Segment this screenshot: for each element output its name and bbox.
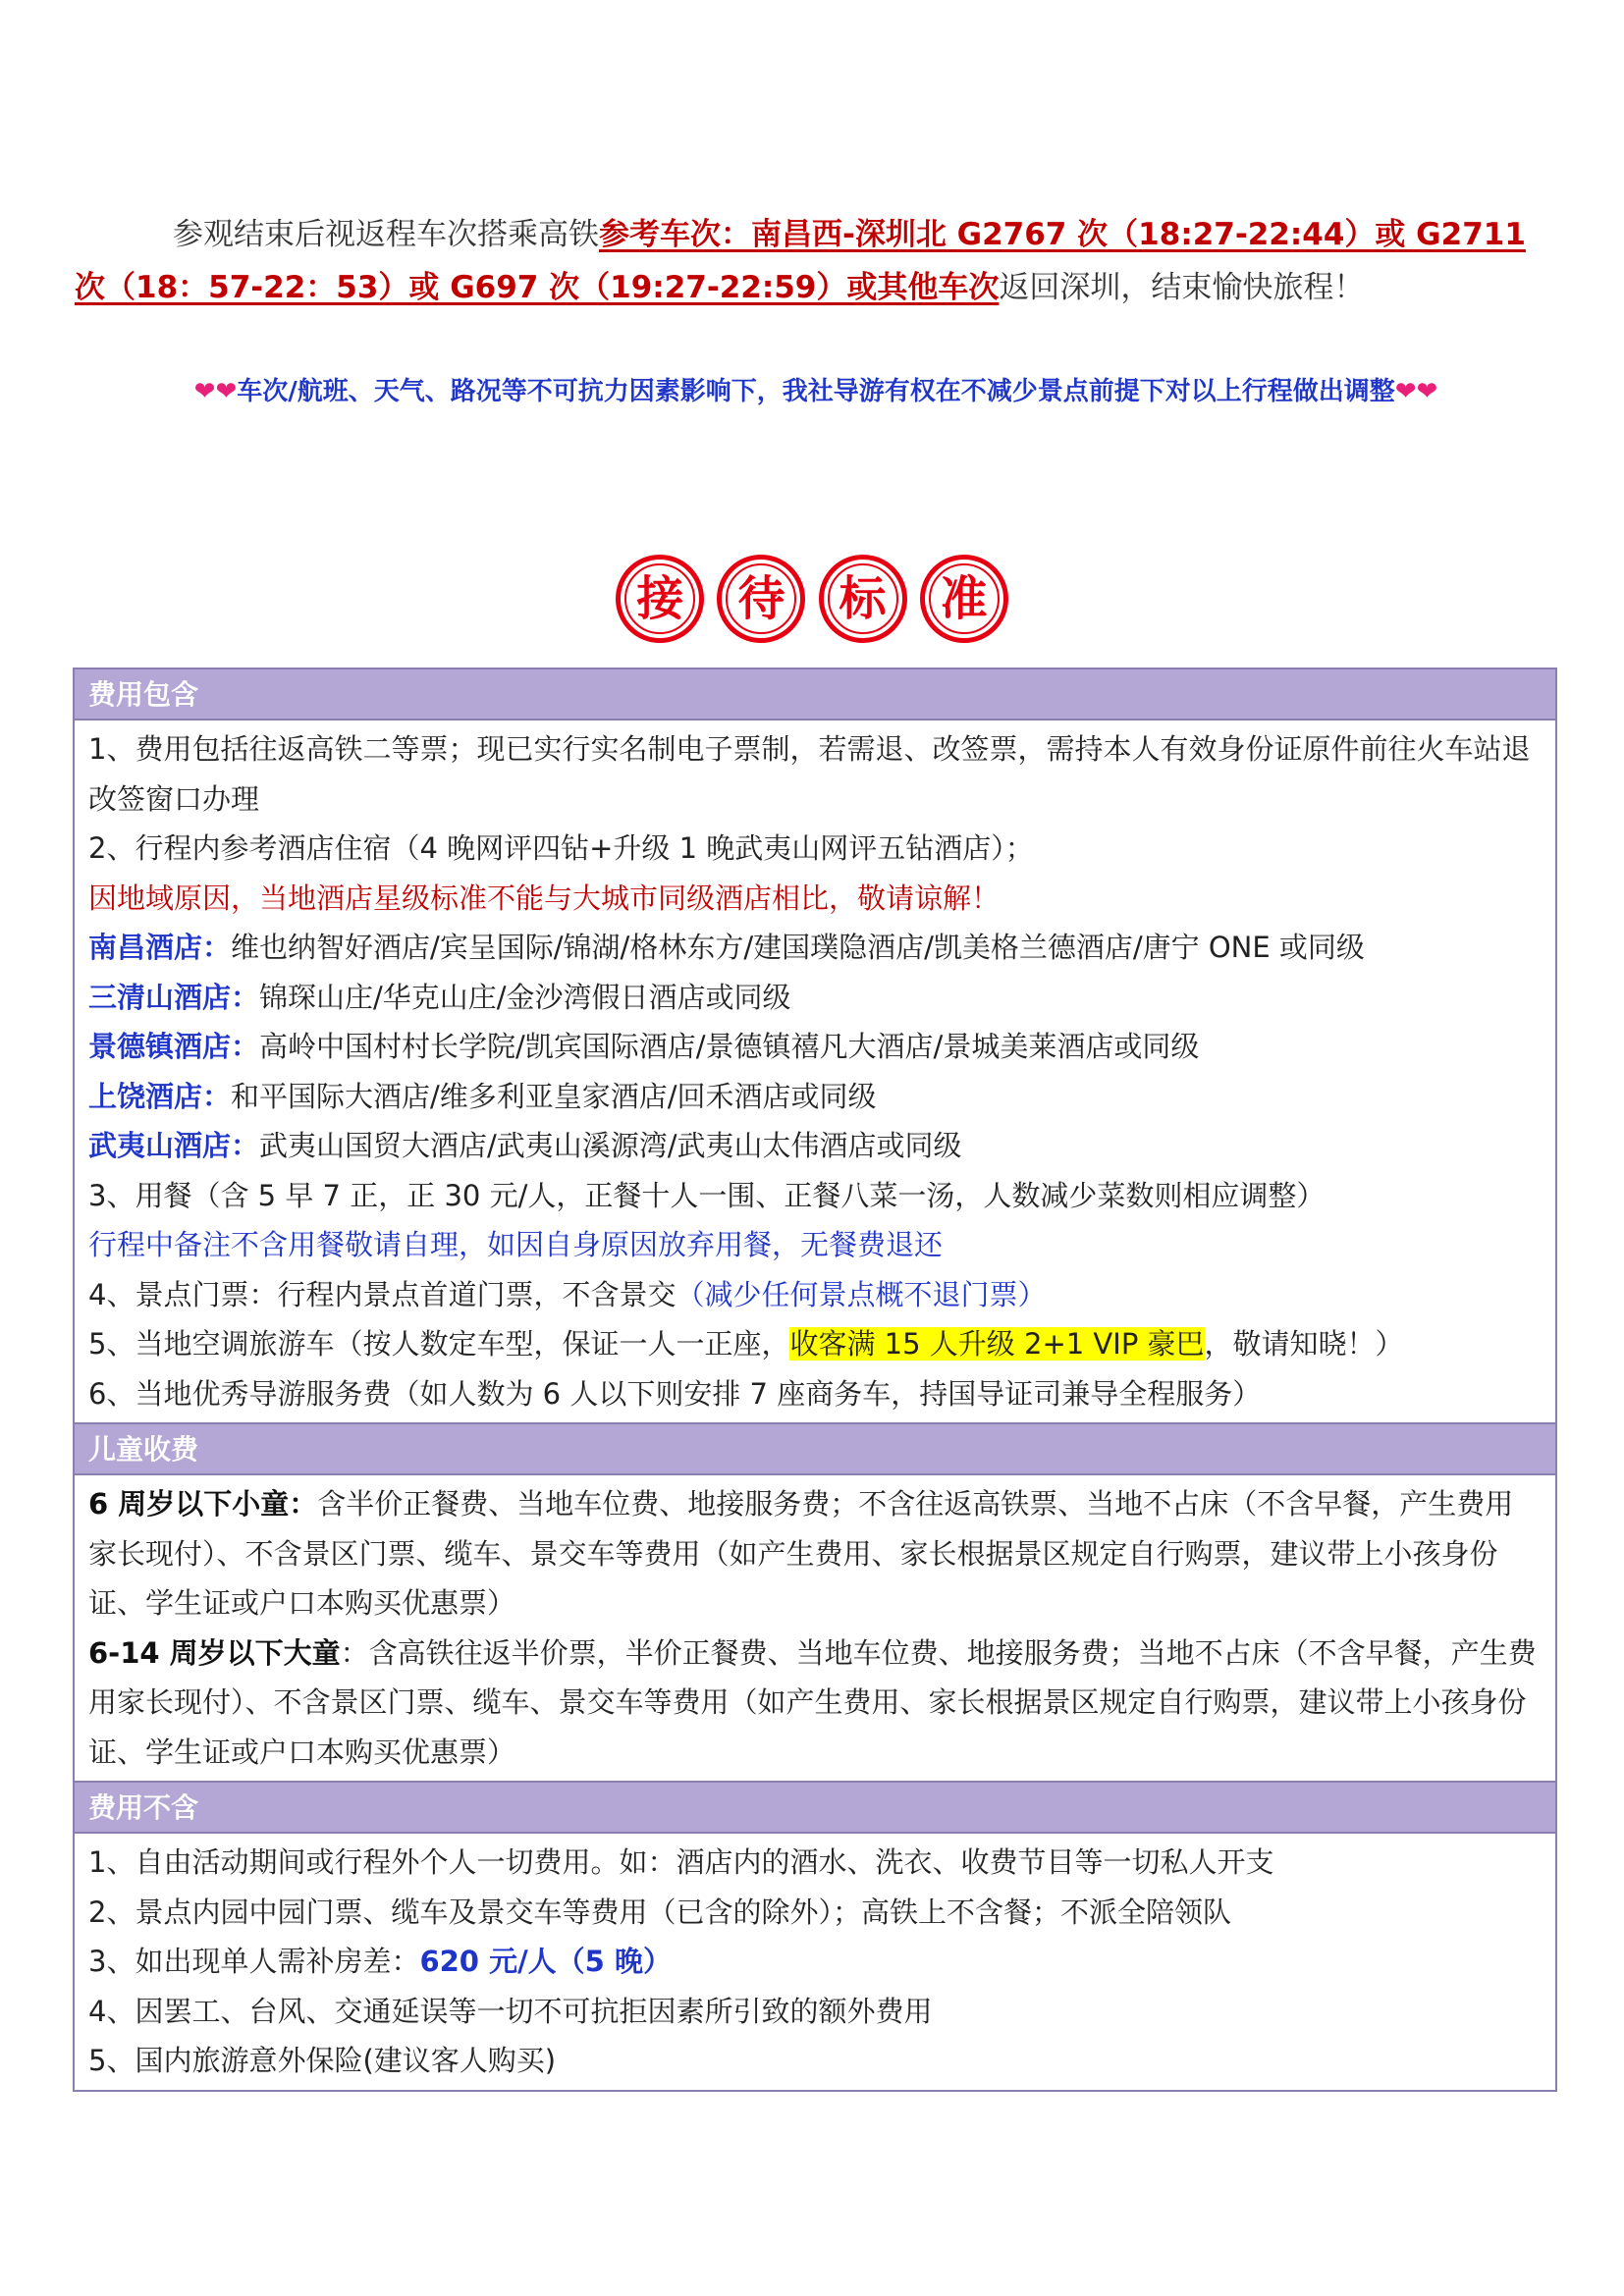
children-header-row: [74, 1423, 1556, 1474]
children-header: 儿童收费: [74, 1423, 1556, 1474]
return-trip-paragraph: [75, 208, 1557, 314]
included-header-row: [74, 668, 1556, 720]
included-body-row: [74, 720, 1556, 1423]
child-text: ：含高铁往返半价票，半价正餐费、当地车位费、地接服务费；当地不占床（不含早餐，产生费用家长现付）、不含景区门票、缆车、景交车等费用（如产生费用、家长根据景区规定自行购票，建议带上小孩身份证、学生证或户口本购买优惠票）: [88, 1635, 1537, 1769]
hotel-label: 上饶酒店：: [88, 1079, 232, 1113]
return-trip-end-text: 返回深圳，结束愉快旅程！: [999, 270, 1365, 305]
title-char: 准: [940, 571, 988, 626]
hotel-item-sanqingshan: [88, 973, 1542, 1023]
child-label: 6 周岁以下小童：: [88, 1487, 318, 1521]
hotel-list: 维也纳智好酒店/宾呈国际/锦湖/格林东方/建国璞隐酒店/凯美格兰德酒店/唐宁 ONE 或同级: [231, 931, 1365, 964]
hotel-list: 锦琛山庄/华克山庄/金沙湾假日酒店或同级: [259, 980, 791, 1014]
bus-text-end: ，敬请知晓！）: [1204, 1327, 1404, 1361]
child-label: 6-14 周岁以下大童: [88, 1635, 341, 1670]
hotel-list: 武夷山国贸大酒店/武夷山溪源湾/武夷山太伟酒店或同级: [259, 1129, 962, 1162]
hotel-label: 三清山酒店：: [88, 980, 260, 1014]
title-char: 接: [636, 571, 684, 626]
ticket-note: （减少任何景点概不退门票）: [676, 1277, 1047, 1311]
children-body: [74, 1474, 1556, 1782]
hotel-label: 景德镇酒店：: [88, 1030, 260, 1063]
excluded-body-row: [74, 1833, 1556, 2091]
heart-icon: ❤❤: [1394, 377, 1438, 406]
hotel-item-wuyishan: [88, 1121, 1542, 1171]
included-body: [74, 720, 1556, 1423]
included-header: 费用包含: [74, 668, 1556, 720]
list-item: 4、因罢工、台风、交通延误等一切不可抗拒因素所引致的额外费用: [88, 1994, 933, 2028]
reception-standard-table: [73, 667, 1557, 2092]
title-seal: [616, 555, 704, 643]
hotel-item-shangrao: [88, 1072, 1542, 1122]
excluded-body: [74, 1833, 1556, 2091]
excluded-header-row: [74, 1782, 1556, 1833]
adjustment-notice: [75, 371, 1557, 407]
title-seal: [819, 555, 907, 643]
child-under-6: [88, 1479, 1542, 1629]
children-body-row: [74, 1474, 1556, 1782]
section-title: [0, 555, 1624, 643]
list-item: 2、行程内参考酒店住宿（4 晚网评四钻+升级 1 晚武夷山网评五钻酒店）；: [88, 831, 1034, 865]
hotel-list: 高岭中国村村长学院/凯宾国际酒店/景德镇禧凡大酒店/景城美莱酒店或同级: [259, 1030, 1200, 1063]
hotel-label: 武夷山酒店：: [88, 1129, 260, 1162]
single-room-price: 620 元/人（5 晚）: [419, 1945, 672, 1978]
reference-train-text-2: 次（18：57-22：53）或 G697 次（19:27-22:59）或其他车次: [75, 270, 1000, 305]
notice-text: 车次/航班、天气、路况等不可抗力因素影响下，我社导游有权在不减少景点前提下对以上行程做出调整: [237, 377, 1395, 406]
hotel-item-nanchang: [88, 923, 1542, 973]
excluded-header: 费用不含: [74, 1782, 1556, 1833]
child-6-14: [88, 1629, 1542, 1778]
return-trip-text: 参观结束后视返程车次搭乘高铁: [173, 217, 599, 252]
hotel-list: 和平国际大酒店/维多利亚皇家酒店/回禾酒店或同级: [231, 1079, 877, 1113]
list-item: 6、当地优秀导游服务费（如人数为 6 人以下则安排 7 座商务车，持国导证司兼导全程服务）: [88, 1376, 1262, 1411]
title-seal: [920, 555, 1008, 643]
list-item: 5、国内旅游意外保险(建议客人购买): [88, 2044, 557, 2077]
list-item: 2、景点内园中园门票、缆车及景交车等费用（已含的除外）；高铁上不含餐；不派全陪领队: [88, 1895, 1231, 1929]
hotel-item-jingdezhen: [88, 1022, 1542, 1072]
heart-icon: ❤❤: [193, 377, 238, 406]
list-item: 1、费用包括往返高铁二等票；现已实行实名制电子票制，若需退、改签票，需持本人有效身份证原件前往火车站退改签窗口办理: [88, 732, 1531, 816]
list-item: [88, 1937, 1542, 1987]
title-char: 待: [737, 571, 785, 626]
reference-train-text: 参考车次：南昌西-深圳北 G2767 次（18:27-22:44）或 G2711: [599, 217, 1526, 252]
child-text: 含半价正餐费、当地车位费、地接服务费；不含往返高铁票、当地不占床（不含早餐，产生费用家长现付）、不含景区门票、缆车、景交车等费用（如产生费用、家长根据景区规定自行购票，建议带上小孩身份证、学生证或户口本购买优惠票）: [88, 1487, 1514, 1620]
list-item: 1、自由活动期间或行程外个人一切费用。如：酒店内的酒水、洗衣、收费节目等一切私人开支: [88, 1845, 1274, 1879]
list-item: [88, 1319, 1542, 1369]
list-item: 3、用餐（含 5 早 7 正，正 30 元/人，正餐十人一围、正餐八菜一汤，人数减少菜数则相应调整）: [88, 1178, 1326, 1212]
bus-text: 5、当地空调旅游车（按人数定车型，保证一人一正座，: [88, 1327, 790, 1361]
bus-upgrade-highlight: 收客满 15 人升级 2+1 VIP 豪巴: [789, 1327, 1205, 1361]
title-seal: [717, 555, 805, 643]
ticket-text: 4、景点门票：行程内景点首道门票，不含景交: [88, 1277, 677, 1311]
meal-note: 行程中备注不含用餐敬请自理，如因自身原因放弃用餐，无餐费退还: [88, 1228, 944, 1261]
title-char: 标: [839, 571, 887, 626]
list-item: [88, 1270, 1542, 1320]
single-room-text: 3、如出现单人需补房差：: [88, 1945, 420, 1978]
hotel-label: 南昌酒店：: [88, 931, 232, 964]
hotel-standard-note: 因地域原因，当地酒店星级标准不能与大城市同级酒店相比，敬请谅解！: [88, 881, 1001, 915]
